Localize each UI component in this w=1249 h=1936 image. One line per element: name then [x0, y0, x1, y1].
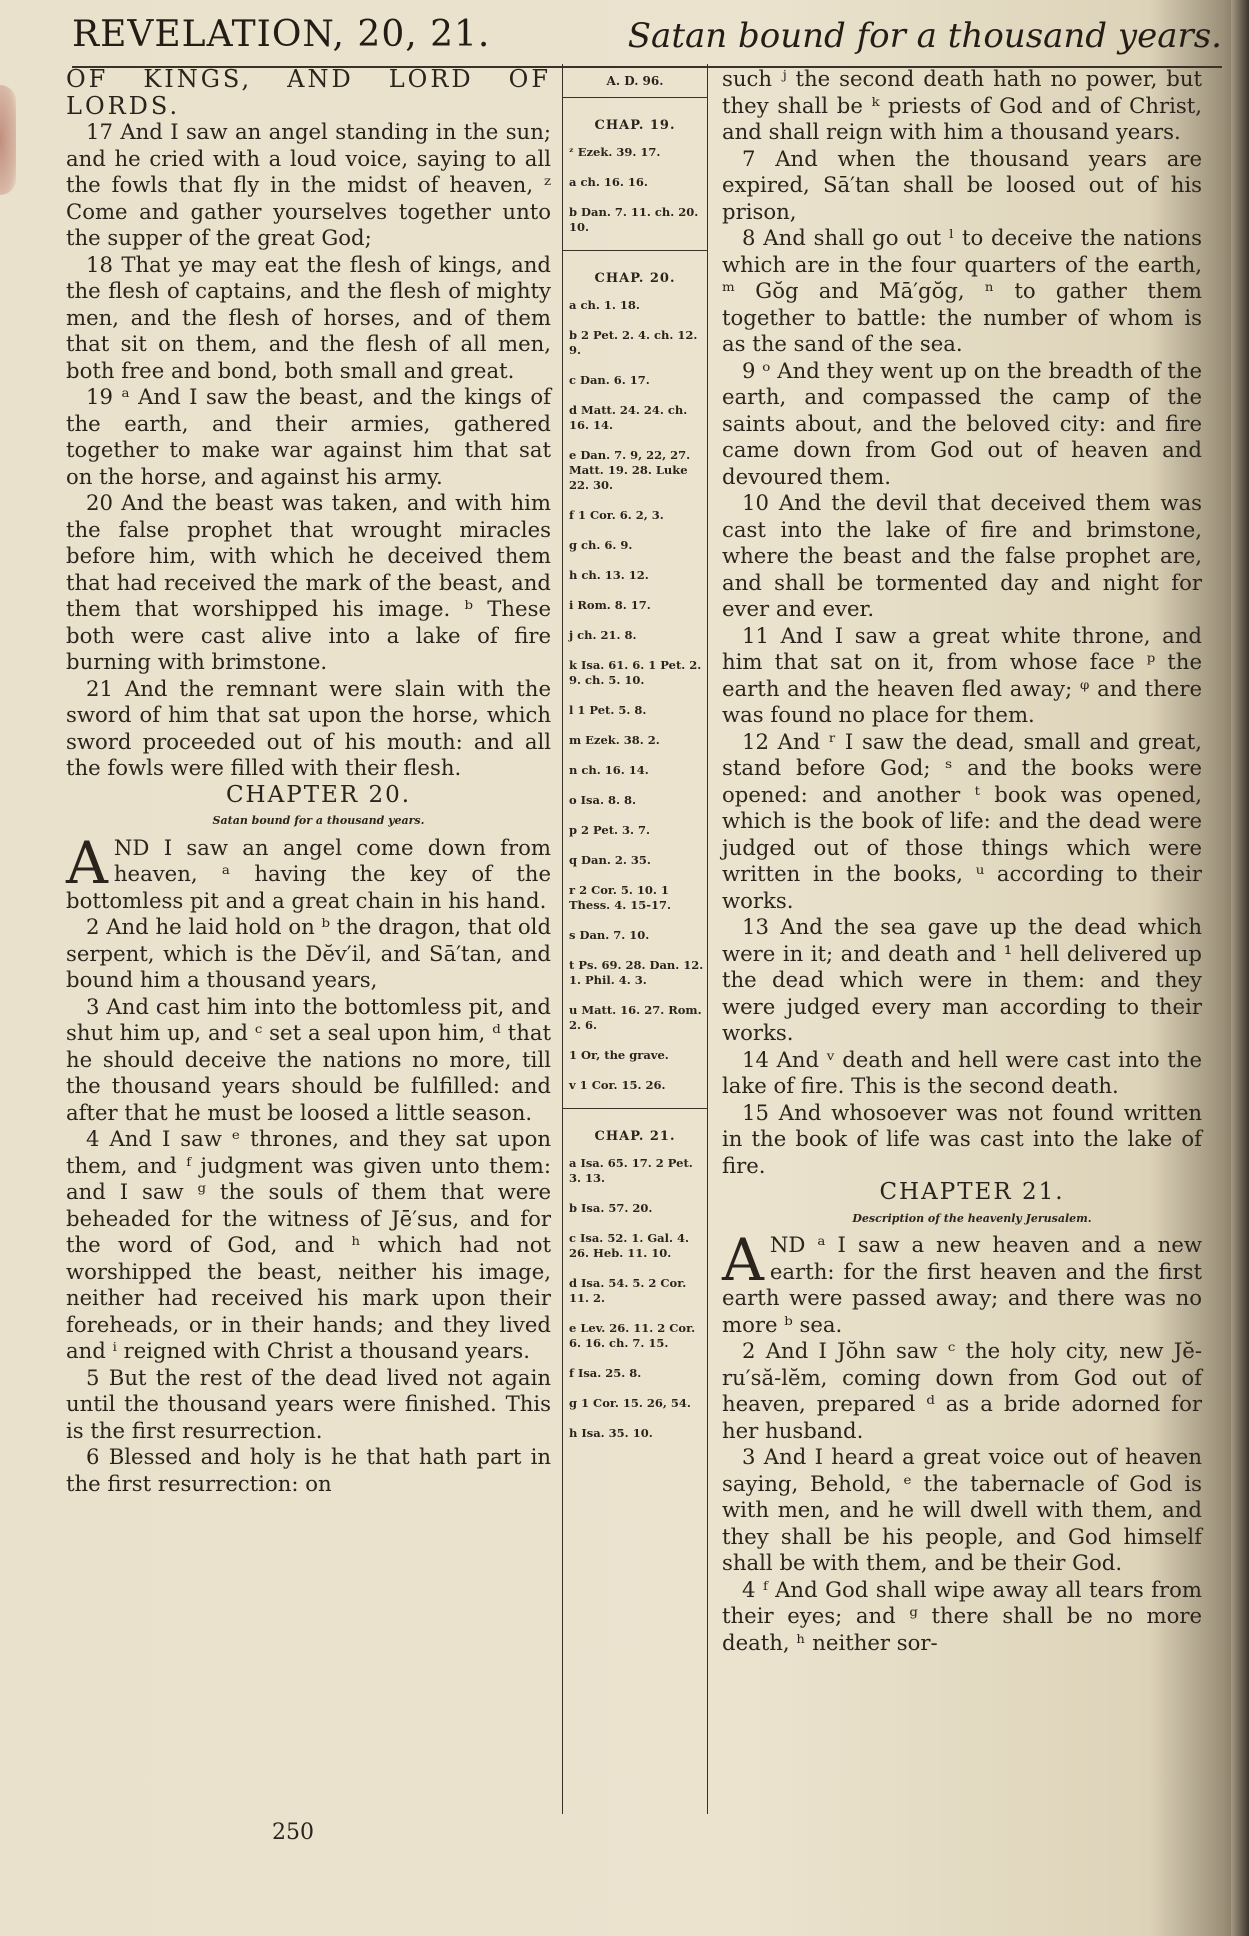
ref-list-20: [563, 298, 707, 1093]
cross-reference: b Dan. 7. 11. ch. 20. 10.: [569, 205, 699, 234]
drop-cap: A: [66, 828, 108, 897]
cross-reference: a ch. 1. 18.: [569, 298, 640, 312]
chapter-20-verse-13: 13 And the sea gave up the dead which were in it; and death and ¹ hell delivered up the dead which were in them: and they were judged every man according to their works.: [722, 914, 1202, 1045]
chapter-20-verse-6: 6 Blessed and holy is he that hath part in the first resurrection: on: [66, 1444, 551, 1496]
cross-reference: a Isa. 65. 17. 2 Pet. 3. 13.: [569, 1156, 693, 1185]
chapter-20-summary: Satan bound for a thousand years.: [212, 814, 425, 827]
verse-1-text: ND ᵃ I saw a new heaven and a new earth: for the first heaven and the first earth were passed away; and there was no more ᵇ sea.: [722, 1232, 1202, 1337]
cross-reference: v 1 Cor. 15. 26.: [569, 1078, 666, 1092]
ref-divider: [563, 1108, 707, 1109]
ref-list-21: [563, 1156, 707, 1441]
cross-reference-column: [562, 64, 708, 1814]
cross-reference: h ch. 13. 12.: [569, 568, 649, 582]
cross-reference: n ch. 16. 14.: [569, 763, 649, 777]
cross-reference: m Ezek. 38. 2.: [569, 733, 660, 747]
cross-reference: i Rom. 8. 17.: [569, 598, 651, 612]
anno-domini-date: A. D. 96.: [563, 64, 707, 98]
chapter-20-verse-3: 3 And cast him into the bottomless pit, and shut him up, and ᶜ set a seal upon him, ᵈ that he should deceive the nations no more, till the thousand years should be fulfilled: and after that he must be loosed a little season.: [66, 993, 551, 1125]
chapter-20-verse-10: 10 And the devil that deceived them was cast into the lake of fire and brimstone, where the beast and the false prophet are, and shall be tormented day and night for ever and ever.: [722, 490, 1202, 621]
left-text-column: [66, 66, 551, 1497]
chapter-20-heading: CHAPTER 20.: [225, 781, 412, 808]
cross-reference: ᶻ Ezek. 39. 17.: [569, 145, 661, 159]
cross-reference: h Isa. 35. 10.: [569, 1426, 653, 1440]
chapter-21-verse-3: 3 And I heard a great voice out of heaven saying, Behold, ᵉ the tabernacle of God is with men, and he will dwell with them, and they shall be his people, and God himself shall be with them, and be their God.: [722, 1444, 1202, 1575]
cross-reference: g 1 Cor. 15. 26, 54.: [569, 1396, 691, 1410]
chapter-20-verse-9: 9 ᵒ And they went up on the breadth of the earth, and compassed the camp of the saints about, and the beloved city: and fire came down from God out of heaven and devoured them.: [722, 357, 1202, 489]
verse-1-text: ND I saw an angel come down from heaven, ᵃ having the key of the bottomless pit and a great chain in his hand.: [66, 834, 551, 913]
page-number: 250: [272, 1820, 314, 1845]
drop-cap: A: [722, 1226, 764, 1294]
verse-21: 21 And the remnant were slain with the sword of him that sat upon the horse, which sword proceeded out of his mouth: and all the fowls were filled with their flesh.: [66, 675, 551, 780]
chapter-21-verse-2: 2 And I Jŏhn saw ᶜ the holy city, new Jĕ-ru′să-lĕm, coming down from God out of heaven, prepared ᵈ as a bride adorned for her husband.: [722, 1338, 1202, 1443]
chapter-21-verse-1: [722, 1226, 1202, 1338]
cross-reference: e Dan. 7. 9, 22, 27. Matt. 19. 28. Luke 22. 30.: [569, 448, 691, 492]
verse-20: 20 And the beast was taken, and with him the false prophet that wrought miracles before him, with which he deceived them that had received the mark of the beast, and them that worshipped his image. ᵇ These both were cast alive into a lake of fire burning with brimstone.: [66, 490, 551, 674]
chapter-20-verse-5: 5 But the rest of the dead lived not again until the thousand years were finished. This is the first resurrection.: [66, 1364, 551, 1443]
cross-reference: 1 Or, the grave.: [569, 1048, 669, 1062]
chapter-20-verse-14: 14 And ᵛ death and hell were cast into the lake of fire. This is the second death.: [722, 1046, 1202, 1098]
cross-reference: c Isa. 52. 1. Gal. 4. 26. Heb. 11. 10.: [569, 1231, 689, 1260]
chapter-20-verse-4: 4 And I saw ᵉ thrones, and they sat upon them, and ᶠ judgment was given unto them: and I saw ᵍ the souls of them that were beheaded for the witness of Jē′sus, and for the word of God, and ʰ which had not worshipped the beast, neither his image, neither had received his mark upon their foreheads, or in their hands; and they lived and ⁱ reigned with Christ a thousand years.: [66, 1126, 551, 1363]
cross-reference: l 1 Pet. 5. 8.: [569, 703, 647, 717]
ref-chapter-19: CHAP. 19.: [594, 118, 676, 133]
running-header: [72, 8, 1222, 68]
cross-reference: k Isa. 61. 6. 1 Pet. 2. 9. ch. 5. 10.: [569, 658, 702, 687]
cross-reference: q Dan. 2. 35.: [569, 853, 651, 867]
ref-chapter-21: CHAP. 21.: [594, 1129, 676, 1144]
verse-6-continued: such ʲ the second death hath no power, but they shall be ᵏ priests of God and of Christ, and shall reign with him a thousand years.: [722, 66, 1202, 144]
cross-reference: j ch. 21. 8.: [569, 628, 637, 642]
cross-reference: r 2 Cor. 5. 10. 1 Thess. 4. 15-17.: [569, 883, 671, 912]
right-text-column: [722, 66, 1202, 1656]
page-edge-shadow: [1231, 0, 1249, 1936]
cross-reference: p 2 Pet. 3. 7.: [569, 823, 651, 837]
ref-chapter-20: CHAP. 20.: [594, 271, 676, 286]
header-book-reference: REVELATION, 20, 21.: [72, 14, 491, 55]
cross-reference: u Matt. 16. 27. Rom. 2. 6.: [569, 1003, 702, 1032]
cross-reference: s Dan. 7. 10.: [569, 928, 650, 942]
chapter-20-verse-7: 7 And when the thousand years are expired, Sā′tan shall be loosed out of his prison,: [722, 145, 1202, 224]
cross-reference: e Lev. 26. 11. 2 Cor. 6. 16. ch. 7. 15.: [569, 1321, 696, 1350]
chapter-21-heading: CHAPTER 21.: [879, 1179, 1065, 1205]
cross-reference: f Isa. 25. 8.: [569, 1366, 642, 1380]
chapter-20-verse-8: 8 And shall go out ˡ to deceive the nations which are in the four quarters of the earth, ᵐ Gŏg and Mā′gŏg, ⁿ to gather them together to battle: the number of whom is as the sand of the sea.: [722, 225, 1202, 356]
chapter-21-verse-4: 4 ᶠ And God shall wipe away all tears from their eyes; and ᵍ there shall be no more death, ʰ neither sor-: [722, 1576, 1202, 1655]
cross-reference: t Ps. 69. 28. Dan. 12. 1. Phil. 4. 3.: [569, 958, 704, 987]
ref-list-19: [563, 145, 707, 235]
header-topic: Satan bound for a thousand years.: [627, 16, 1222, 56]
verse-fragment: OF KINGS, AND LORD OF LORDS.: [66, 65, 551, 120]
cross-reference: d Matt. 24. 24. ch. 16. 14.: [569, 403, 688, 432]
chapter-20-verse-2: 2 And he laid hold on ᵇ the dragon, that old serpent, which is the Dĕv′il, and Sā′tan, and bound him a thousand years,: [66, 914, 552, 992]
thumb-index-tab: [0, 85, 16, 195]
cross-reference: c Dan. 6. 17.: [569, 373, 650, 387]
cross-reference: o Isa. 8. 8.: [569, 793, 637, 807]
verse-19: 19 ᵃ And I saw the beast, and the kings of the earth, and their armies, gathered together to make war against him that sat on the horse, and against his army.: [66, 384, 551, 489]
chapter-21-summary: Description of the heavenly Jerusalem.: [852, 1211, 1092, 1225]
chapter-20-verse-11: 11 And I saw a great white throne, and him that sat on it, from whose face ᵖ the earth and the heaven fled away; ᵠ and there was found no place for them.: [722, 622, 1202, 727]
chapter-20-verse-12: 12 And ʳ I saw the dead, small and great, stand before God; ˢ and the books were opened: and another ᵗ book was opened, which is the book of life: and the dead were judged out of those things which were written in the books, ᵘ according to their works.: [722, 728, 1202, 913]
chapter-20-verse-1: [66, 828, 551, 915]
cross-reference: b 2 Pet. 2. 4. ch. 12. 9.: [569, 328, 698, 357]
verse-18: 18 That ye may eat the flesh of kings, and the flesh of captains, and the flesh of mighty men, and the flesh of horses, and of them that sit on them, and the flesh of all men, both free and bond, both small and great.: [66, 251, 551, 383]
cross-reference: d Isa. 54. 5. 2 Cor. 11. 2.: [569, 1276, 687, 1305]
cross-reference: a ch. 16. 16.: [569, 175, 648, 189]
cross-reference: g ch. 6. 9.: [569, 538, 633, 552]
cross-reference: b Isa. 57. 20.: [569, 1201, 653, 1215]
chapter-20-verse-15: 15 And whosoever was not found written in the book of life was cast into the lake of fire.: [722, 1099, 1202, 1178]
ref-divider: [563, 250, 707, 251]
cross-reference: f 1 Cor. 6. 2, 3.: [569, 508, 664, 522]
verse-17: 17 And I saw an angel standing in the sun; and he cried with a loud voice, saying to all the fowls that fly in the midst of heaven, ᶻ Come and gather yourselves together unto the supper of the great God;: [66, 119, 551, 250]
